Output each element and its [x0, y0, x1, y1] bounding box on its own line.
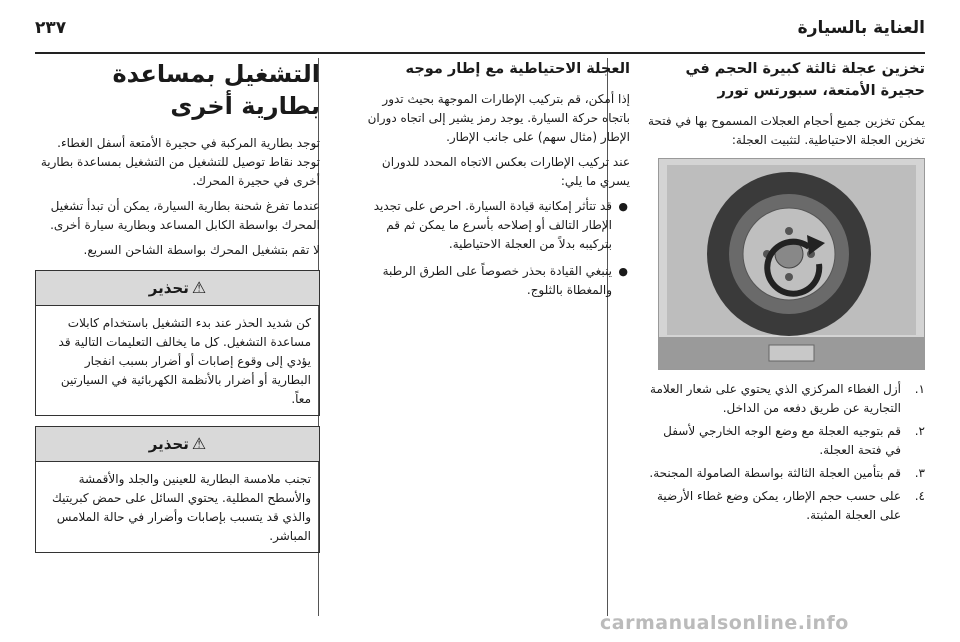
- header-rule: [35, 52, 925, 54]
- middle-column: [355, 58, 630, 308]
- bullet-list: [355, 197, 630, 300]
- bullet-item: ● قد تتأثر إمكانية قيادة السيارة. احرص على تجديد الإطار التالف أو إصلاحه بأسرع ما يمكن ثم قم بتركيبه بدلاً من العجلة الاحتياطية.: [373, 199, 628, 251]
- step-item: ٤. على حسب حجم الإطار، يمكن وضع غطاء الأرضية على العجلة المثبتة.: [657, 489, 925, 522]
- paragraph: عندما تفرغ شحنة بطارية السيارة، يمكن أن تبدأ تشغيل المحرك بواسطة الكابل المساعد وبطارية سيارة أخرى.: [50, 199, 320, 232]
- warning-header: ⚠تحذير: [36, 427, 319, 462]
- paragraph: لا تقم بتشغيل المحرك بواسطة الشاحن السريع.: [83, 243, 320, 257]
- paragraph: عند تركيب الإطارات بعكس الاتجاه المحدد للدوران يسري ما يلي:: [381, 155, 630, 188]
- section-heading: التشغيل بمساعدة بطارية أخرى: [112, 60, 320, 120]
- bullet-icon: ●: [618, 200, 628, 213]
- warning-text: كن شديد الحذر عند بدء التشغيل باستخدام كابلات مساعدة التشغيل. كل ما يخالف التعليمات التالية قد يؤدي إلى وقوع إصابات أو أضرار بسبب انفجار البطارية أو أضرار بالأنظمة الكهربائية في السيارتين معاً.: [58, 316, 311, 406]
- bullet-icon: ●: [618, 265, 628, 278]
- watermark: carmanualsonline.info: [600, 612, 849, 634]
- step-item: ٢. قم بتوجيه العجلة مع وضع الوجه الخارجي لأسفل في فتحة العجلة.: [663, 424, 925, 457]
- warning-box: [35, 270, 320, 416]
- section-heading: تخزين عجلة ثالثة كبيرة الحجم في حجيرة الأمتعة، سبورتس تورر: [685, 61, 925, 99]
- section-heading: العجلة الاحتياطية مع إطار موجه: [405, 61, 630, 77]
- paragraph: توجد بطارية المركبة في حجيرة الأمتعة أسفل الغطاء. توجد نقاط توصيل للتشغيل من التشغيل بمساعدة بطارية أخرى في حجيرة المحرك.: [40, 136, 320, 188]
- spare-wheel-illustration: [659, 159, 924, 369]
- step-item: ١. أزل الغطاء المركزي الذي يحتوي على شعار العلامة التجارية عن طريق دفعه من الداخل.: [650, 382, 925, 415]
- bullet-item: ● ينبغي القيادة بحذر خصوصاً على الطرق الرطبة والمغطاة بالثلوج.: [382, 264, 628, 297]
- right-column: [645, 58, 925, 529]
- step-item: ٣. قم بتأمين العجلة الثالثة بواسطة الصامولة المجنحة.: [649, 466, 925, 480]
- page-number: ٢٣٧: [35, 18, 67, 38]
- warning-text: تجنب ملامسة البطارية للعينين والجلد والأقمشة والأسطح المطلية. يحتوي السائل على حمض كبريتيك والذي قد يتسبب بإصابات وأضرار في حالة الملامس المباشر.: [51, 472, 311, 543]
- left-column: [35, 58, 320, 553]
- page-header: [35, 8, 925, 48]
- header-title: العناية بالسيارة: [797, 18, 925, 38]
- intro-text: يمكن تخزين جميع أحجام العجلات المسموح بها في فتحة تخزين العجلة الاحتياطية. لتثبيت العجلة:: [648, 114, 925, 147]
- warning-triangle-icon: ⚠: [191, 434, 207, 453]
- warning-box: [35, 426, 320, 553]
- steps-list: [645, 380, 925, 525]
- warning-triangle-icon: ⚠: [191, 278, 207, 297]
- warning-header: ⚠تحذير: [36, 271, 319, 306]
- spare-wheel-figure: [658, 158, 925, 370]
- paragraph: إذا أمكن، قم بتركيب الإطارات الموجهة بحيث تدور باتجاه حركة السيارة. يوجد رمز يشير إلى اتجاه دوران الإطار (مثال سهم) على جانب الإطار.: [367, 92, 630, 144]
